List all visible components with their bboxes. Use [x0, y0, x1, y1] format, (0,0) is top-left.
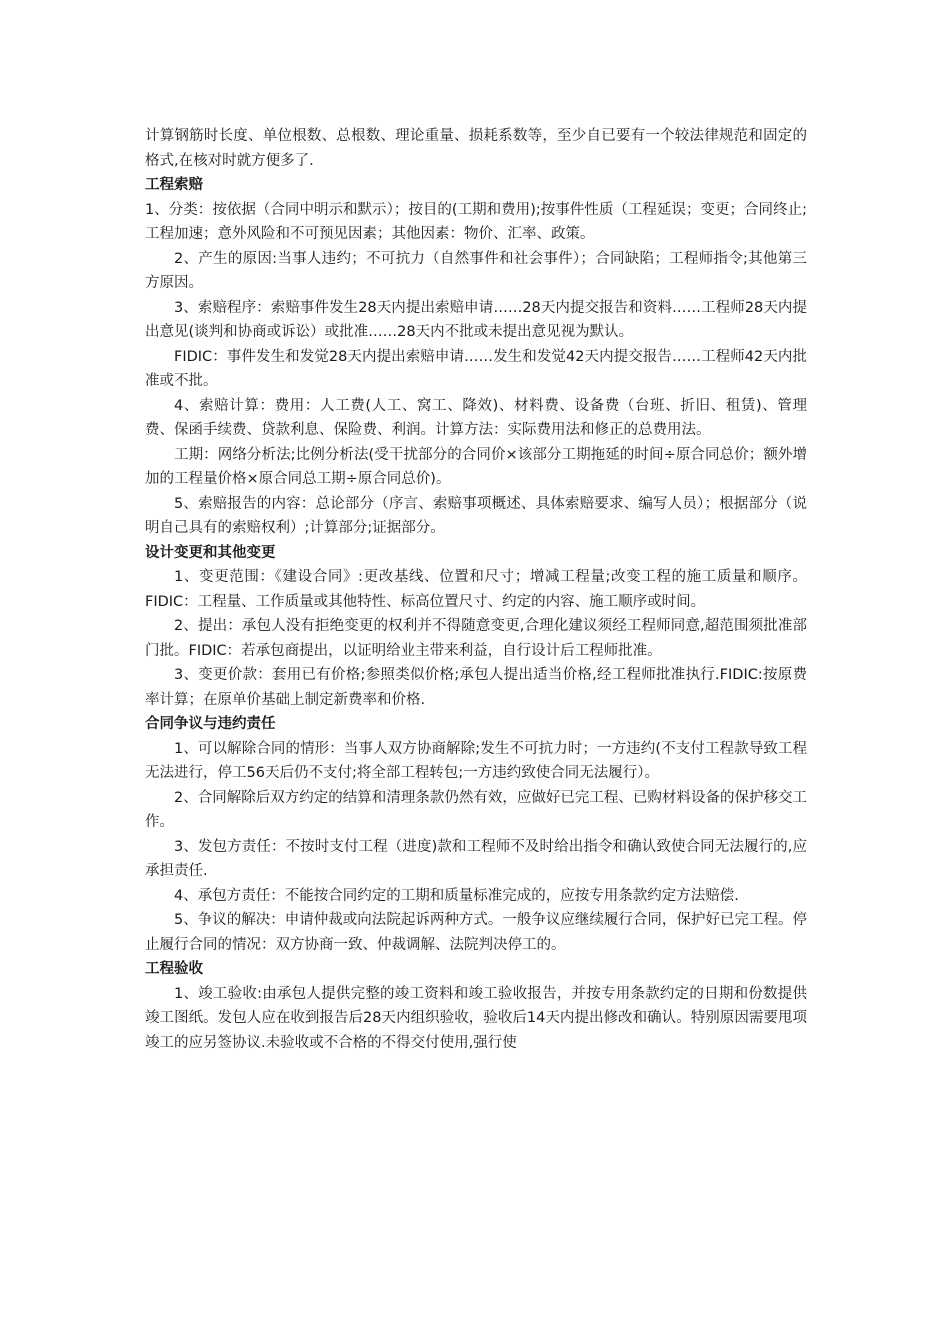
heading-claims: 工程索赔 [145, 177, 203, 193]
paragraph-completion-acceptance: 1、竣工验收:由承包人提供完整的竣工资料和竣工验收报告，并按专用条款约定的日期和份数提供竣工图纸。发包人应在收到报告后28天内组织验收，验收后14天内提出修改和确认。特别原因需要甩项竣工的应另签协议.未验收或不合格的不得交付使用,强行使 [145, 985, 807, 1051]
paragraph-termination-cases: 1、可以解除合同的情形：当事人双方协商解除;发生不可抗力时；一方违约(不支付工程款导致工程无法进行，停工56天后仍不支付;将全部工程转包;一方违约致使合同无法履行）。 [145, 740, 807, 781]
paragraph-employer-liability: 3、发包方责任：不按时支付工程（进度)款和工程师不及时给出指令和确认致使合同无法履行的,应承担责任. [145, 838, 807, 879]
paragraph-claims-procedure: 3、索赔程序：索赔事件发生28天内提出索赔申请……28天内提交报告和资料……工程师28天内提出意见(谈判和协商或诉讼）或批准……28天内不批或未提出意见视为默认。 [145, 299, 807, 340]
paragraph-change-price: 3、变更价款：套用已有价格;参照类似价格;承包人提出适当价格,经工程师批准执行.FIDIC:按原费率计算；在原单价基础上制定新费率和价格. [145, 667, 807, 708]
paragraph-termination-effects: 2、合同解除后双方约定的结算和清理条款仍然有效，应做好已完工程、已购材料设备的保护移交工作。 [145, 789, 807, 830]
paragraph-claims-fidic: FIDIC：事件发生和发觉28天内提出索赔申请……发生和发觉42天内提交报告……工程师42天内批准或不批。 [145, 348, 807, 389]
heading-design-changes: 设计变更和其他变更 [145, 544, 276, 561]
heading-acceptance: 工程验收 [145, 961, 203, 977]
paragraph-claims-schedule: 工期：网络分析法;比例分析法(受干扰部分的合同价×该部分工期拖延的时间÷原合同总价；额外增加的工程量价格×原合同总工期÷原合同总价)。 [145, 446, 807, 487]
paragraph-claims-report: 5、索赔报告的内容：总论部分（序言、索赔事项概述、具体索赔要求、编写人员）；根据部分（说明自己具有的索赔权利）;计算部分;证据部分。 [145, 495, 807, 536]
paragraph-claims-classification: 1、分类：按依据（合同中明示和默示）；按目的(工期和费用);按事件性质（工程延误；变更；合同终止;工程加速；意外风险和不可预见因素；其他因素：物价、汇率、政策。 [145, 201, 807, 242]
paragraph-change-scope: 1、变更范围：《建设合同》:更改基线、位置和尺寸；增减工程量;改变工程的施工质量和顺序。FIDIC：工程量、工作质量或其他特性、标高位置尺寸、约定的内容、施工顺序或时间。 [145, 569, 807, 610]
paragraph-dispute-resolution: 5、争议的解决：申请仲裁或向法院起诉两种方式。一般争议应继续履行合同，保护好已完工程。停止履行合同的情况：双方协商一致、仲裁调解、法院判决停工的。 [145, 912, 807, 953]
paragraph-claims-calculation: 4、索赔计算：费用：人工费(人工、窝工、降效)、材料费、设备费（台班、折旧、租赁)、管理费、保函手续费、贷款利息、保险费、利润。计算方法：实际费用法和修正的总费用法。 [145, 397, 807, 438]
paragraph-claims-causes: 2、产生的原因:当事人违约；不可抗力（自然事件和社会事件）；合同缺陷；工程师指令;其他第三方原因。 [145, 250, 807, 291]
paragraph-change-proposal: 2、提出：承包人没有拒绝变更的权利并不得随意变更,合理化建议须经工程师同意,超范围须批准部门批。FIDIC：若承包商提出，以证明给业主带来利益，自行设计后工程师批准。 [145, 618, 807, 659]
heading-disputes: 合同争议与违约责任 [145, 716, 276, 732]
paragraph-contractor-liability: 4、承包方责任：不能按合同约定的工期和质量标准完成的，应按专用条款约定方法赔偿. [174, 887, 739, 904]
document-body [145, 124, 807, 1055]
paragraph-intro: 计算钢筋时长度、单位根数、总根数、理论重量、损耗系数等，至少自已要有一个较法律规范和固定的格式,在核对时就方便多了. [145, 128, 807, 169]
